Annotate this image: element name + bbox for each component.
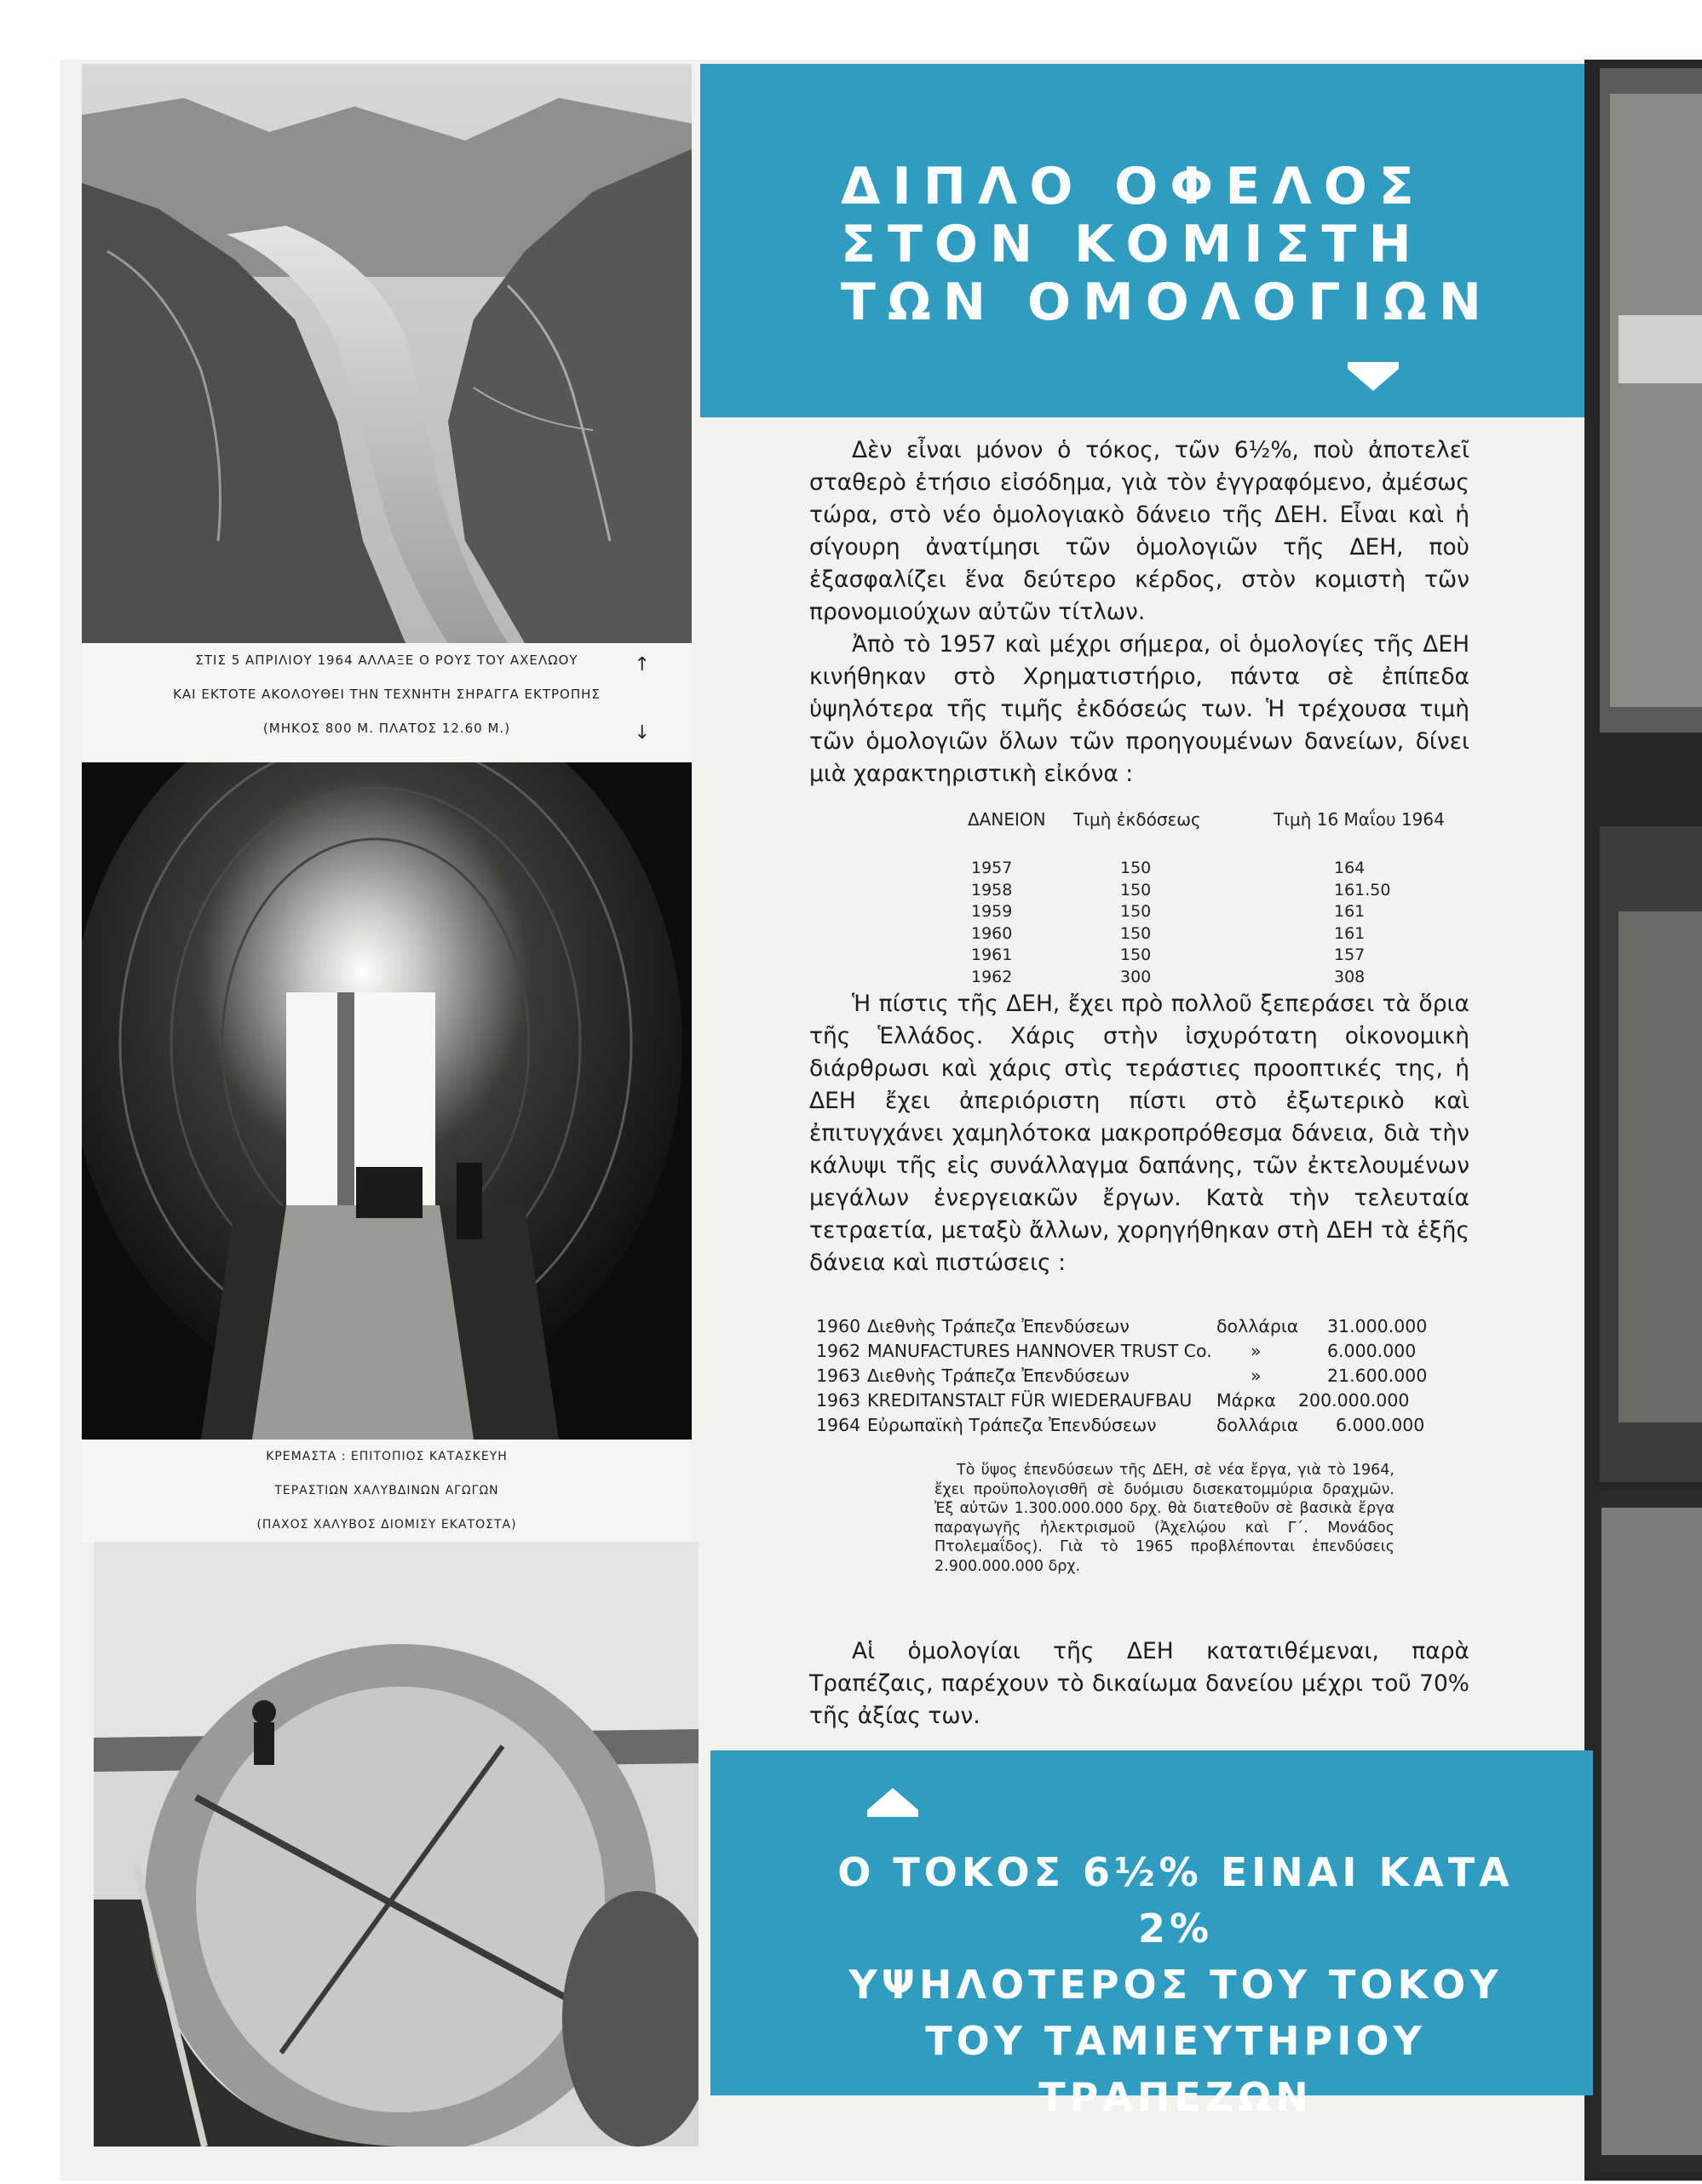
loan-currency: δολλάρια [1216,1316,1299,1336]
river-caption-line-2: ΚΑΙ ΕΚΤΟΤΕ ΑΚΟΛΟΥΘΕΙ ΤΗΝ ΤΕΧΝΗΤΗ ΣΗΡΑΓΓΑ ΕΚΤΡΟΠΗΣ [173,687,601,702]
table-row [946,881,1474,903]
issue-price: 150 [1120,859,1152,877]
loan-year: 1960 [816,1316,861,1336]
lender-name: Διεθνὴς Τράπεζα Ἐπενδύσεων [867,1365,1130,1386]
table-row [946,945,1474,968]
arrow-down-icon: ↓ [634,722,651,744]
price-table-header [946,809,1474,859]
issue-price: 150 [1120,880,1152,899]
loan-amount: 31.000.000 [1327,1316,1428,1336]
arrow-down-icon [1348,362,1399,396]
interest-line-1: Ο ΤΟΚΟΣ 6½% ΕΙΝΑΙ ΚΑΤΑ 2% [837,1849,1514,1951]
table-row [816,1390,1498,1415]
loan-currency: Μάρκα [1216,1390,1276,1411]
loan-year: 1961 [971,945,1013,964]
loan-year: 1959 [971,902,1013,921]
investment-note [934,1461,1394,1576]
paragraph-credit: Ἡ πίστις τῆς ΔΕΗ, ἔχει πρὸ πολλοῦ ξεπεράσει τὰ ὅρια τῆς Ἑλλάδος. Χάρις στὴν ἰσχυρότατη οἰκονομικὴ διάρθρωσι καὶ χάρις στὶς τεράστιες προοπτικές της, ἡ ΔΕΗ ἔχει ἀπεριόριστη πίστι στὸ ἐξωτερικὸ καὶ ἐπιτυγχάνει χαμηλότοκα μακροπρόθεσμα δάνεια, διὰ τὴν κάλυψι τῆς εἰς συνάλλαγμα δαπάνης, τῶν ἐκτελουμένων μεγάλων ἐνεργειακῶν ἔργων. Κατὰ τὴν τελευταία τετραετία, μεταξὺ ἄλλων, χορηγήθηκαν στὴ ΔΕΗ τὰ ἑξῆς δάνεια καὶ πιστώσεις : [809,991,1469,1276]
interest-banner [710,1750,1593,2120]
loan-amount: 200.000.000 [1298,1390,1410,1411]
lender-name: KREDITANSTALT FÜR WIEDERAUFBAU [867,1390,1193,1411]
loan-year: 1962 [816,1341,861,1361]
loan-year: 1963 [816,1390,861,1411]
interest-headline [792,1844,1559,2125]
table-row [816,1365,1498,1390]
headline-line-2: ΣΤΟΝ ΚΟΜΙΣΤΗ [841,215,1423,274]
river-caption [82,643,692,762]
table-row [816,1341,1498,1365]
collateral-section [809,1635,1469,1733]
lender-name: MANUFACTURES HANNOVER TRUST Co. [867,1341,1212,1361]
loan-amount: 6.000.000 [1327,1341,1417,1361]
table-row [946,924,1474,946]
header-current-price: Τιμὴ 16 Μαΐου 1964 [1274,809,1445,830]
tunnel-caption-line-2: ΤΕΡΑΣΤΙΩΝ ΧΑΛΥΒΔΙΝΩΝ ΑΓΩΓΩΝ [274,1484,499,1497]
loan-currency: » [1251,1341,1262,1361]
loan-year: 1958 [971,880,1013,899]
river-valley-photo [82,64,692,643]
interest-line-3: ΤΟΥ ΤΑΜΙΕΥΤΗΡΙΟΥ ΤΡΑΠΕΖΩΝ [925,2018,1426,2120]
price-table [946,809,1474,989]
header-loan: ΔΑΝΕΙΟΝ [968,809,1046,830]
table-row [946,968,1474,990]
headline [841,158,1493,331]
headline-line-1: ΔΙΠΛΟ ΟΦΕΛΟΣ [841,157,1426,216]
tunnel-caption-line-3: (ΠΑΧΟΣ ΧΑΛΥΒΟΣ ΔΙΟΜΙΣΥ ΕΚΑΤΟΣΤΑ) [256,1518,517,1532]
loan-currency: » [1251,1365,1262,1386]
adjacent-page-edge [1584,60,1702,2181]
loan-year: 1964 [816,1415,861,1435]
loans-table [816,1316,1498,1440]
current-price: 157 [1334,945,1366,964]
interest-line-2: ΥΨΗΛΟΤΕΡΟΣ ΤΟΥ ΤΟΚΟΥ [848,1962,1503,2008]
paragraph-price-history: Ἀπὸ τὸ 1957 καὶ μέχρι σήμερα, οἱ ὁμολογίες τῆς ΔΕΗ κινήθηκαν στὸ Χρηματιστήριο, πάντα σὲ ἐπίπεδα ὑψηλότερα τῆς τιμῆς ἐκδόσεώς των. Ἡ τρέχουσα τιμὴ τῶν ὁμολογιῶν ὅλων τῶν προηγουμένων δανείων, δίνει μιὰ χαρακτηριστικὴ εἰκόνα : [809,631,1469,787]
river-caption-line-1: ΣΤΙΣ 5 ΑΠΡΙΛΙΟΥ 1964 ΑΛΛΑΞΕ Ο ΡΟΥΣ ΤΟΥ ΑΧΕΛΩΟΥ [195,652,578,668]
investment-note-text: Τὸ ὕψος ἐπενδύσεων τῆς ΔΕΗ, σὲ νέα ἔργα, γιὰ τὸ 1964, ἔχει προϋπολογισθῆ σὲ δυόμισυ δισεκατομμύρια δραχμῶν. Ἐξ αὐτῶν 1.300.000.000 δρχ. θὰ διατεθοῦν σὲ βασικὰ ἔργα παραγωγῆς ἠλεκτρισμοῦ (Ἀχελῴου καὶ Γ΄. Μονάδος Πτολεμαΐδος). Γιὰ τὸ 1965 προβλέπονται ἐπενδύσεις 2.900.000.000 δρχ. [934,1462,1394,1575]
intro-section [809,434,1469,790]
headline-line-3: ΤΩΝ ΟΜΟΛΟΓΙΩΝ [841,273,1493,332]
current-price: 161 [1334,923,1366,943]
tunnel-photo [82,762,692,1440]
paragraph-collateral: Αἱ ὁμολογίαι τῆς ΔΕΗ κατατιθέμεναι, παρὰ Τραπέζαις, παρέχουν τὸ δικαίωμα δανείου μέχρι τοῦ 70% τῆς ἀξίας των. [809,1638,1469,1729]
credit-section [809,988,1469,1279]
loan-year: 1962 [971,967,1013,986]
issue-price: 150 [1120,902,1152,921]
issue-price: 150 [1120,945,1152,964]
steel-pipe-photo [94,1542,699,2147]
current-price: 161 [1334,902,1366,921]
arrow-up-icon: ↑ [634,654,651,675]
table-row [816,1415,1498,1440]
paragraph-coupon: Δὲν εἶναι μόνον ὁ τόκος, τῶν 6½%, ποὺ ἀποτελεῖ σταθερὸ ἐτήσιο εἰσόδημα, γιὰ τὸν ἐγγραφόμενο, ἀμέσως τώρα, στὸ νέο ὁμολογιακὸ δάνειο τῆς ΔΕΗ. Εἶναι καὶ ἡ σίγουρη ἀνατίμησι τῶν ὁμολογιῶν τῆς ΔΕΗ, ποὺ ἐξασφαλίζει ἕνα δεύτερο κέρδος, στὸν κομιστὴ τῶν προνομιούχων αὐτῶν τίτλων. [809,437,1469,625]
loan-year: 1963 [816,1365,861,1386]
lender-name: Εὐρωπαϊκὴ Τράπεζα Ἐπενδύσεων [867,1415,1157,1435]
issue-price: 300 [1120,967,1152,986]
table-row [816,1316,1498,1341]
current-price: 161.50 [1334,880,1391,899]
arrow-up-icon [867,1785,918,1819]
river-caption-line-3: (ΜΗΚΟΣ 800 Μ. ΠΛΑΤΟΣ 12.60 Μ.) [262,721,511,736]
current-price: 308 [1334,967,1366,986]
current-price: 164 [1334,859,1366,877]
lender-name: Διεθνὴς Τράπεζα Ἐπενδύσεων [867,1316,1130,1336]
loan-year: 1960 [971,923,1013,943]
table-row [946,902,1474,924]
loan-year: 1957 [971,859,1013,877]
headline-banner [700,64,1584,417]
table-row [946,859,1474,881]
tunnel-caption-line-1: ΚΡΕΜΑΣΤΑ : ΕΠΙΤΟΠΙΟΣ ΚΑΤΑΣΚΕΥΗ [266,1450,508,1463]
tunnel-caption [82,1440,692,1542]
loan-amount: 21.600.000 [1327,1365,1428,1386]
loan-amount: 6.000.000 [1336,1415,1425,1435]
issue-price: 150 [1120,923,1152,943]
loan-currency: δολλάρια [1216,1415,1299,1435]
header-issue-price: Τιμὴ ἐκδόσεως [1073,809,1201,830]
